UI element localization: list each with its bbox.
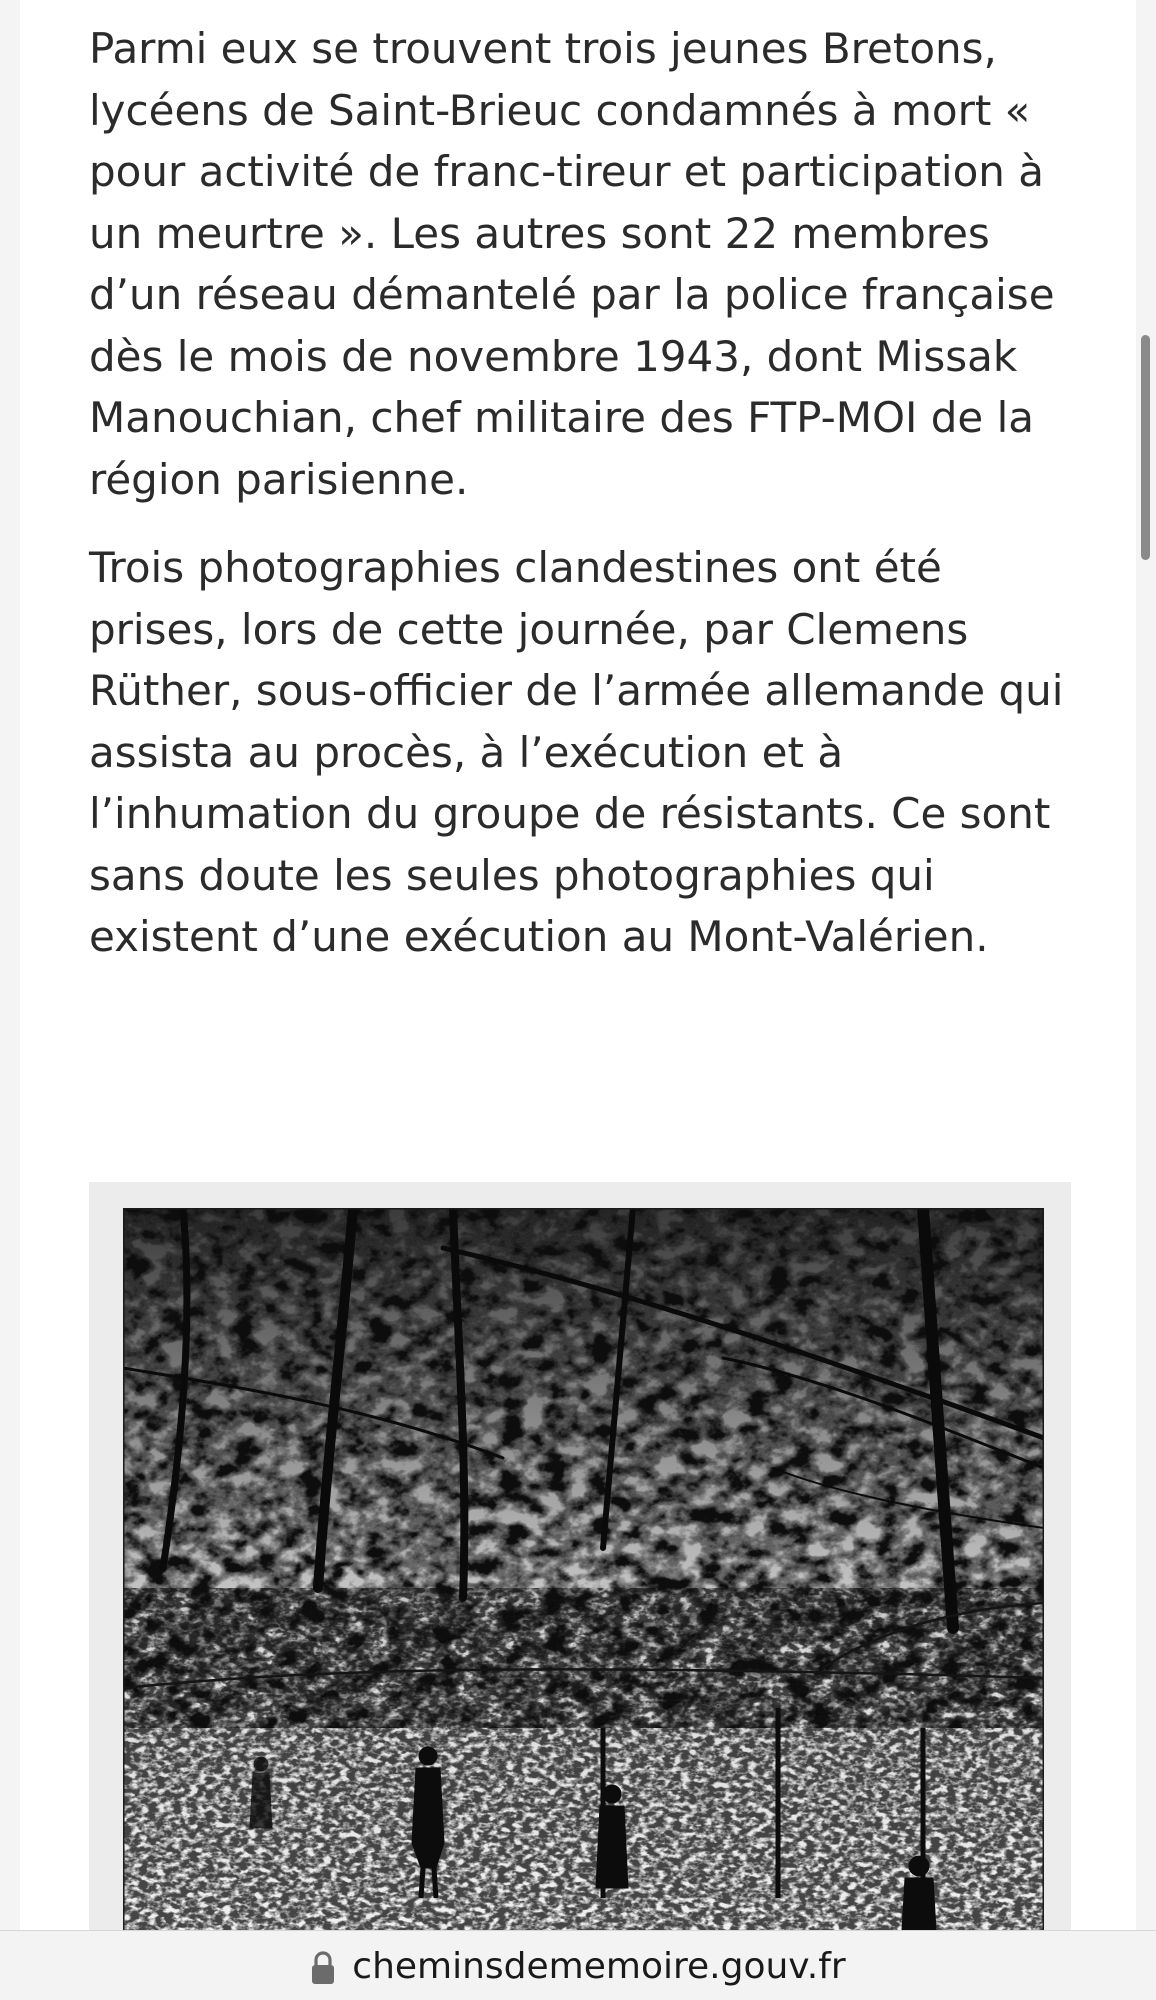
url-text: cheminsdememoire.gouv.fr [352,1945,846,1987]
paragraph-executed-members: Parmi eux se trouvent trois jeunes Bretons, lycéens de Saint-Brieuc condamnés à mort « pour activité de franc-tireur et participation à un meurtre ». Les autres sont 22 membres d’un réseau démantelé par la police française dès le mois de novembre 1943, dont Missak Manouchian, chef militaire des FTP-MOI de la région parisienne. [89,24,1055,504]
lock-icon [310,1950,336,1986]
photo-mont-valerien-execution [123,1208,1044,1930]
execution-photograph[interactable] [89,1182,1071,1930]
article-page [20,0,1136,1930]
browser-url-bar[interactable] [0,1930,1156,2000]
scrollbar-thumb[interactable] [1141,335,1150,560]
article-body [89,18,1079,968]
paragraph-clandestine-photos: Trois photographies clandestines ont été prises, lors de cette journée, par Clemens Rüther, sous-officier de l’armée allemande qui assista au procès, à l’exécution et à l’inhumation du groupe de résistants. Ce sont sans doute les seules photographies qui existent d’une exécution au Mont-Valérien. [89,543,1064,961]
